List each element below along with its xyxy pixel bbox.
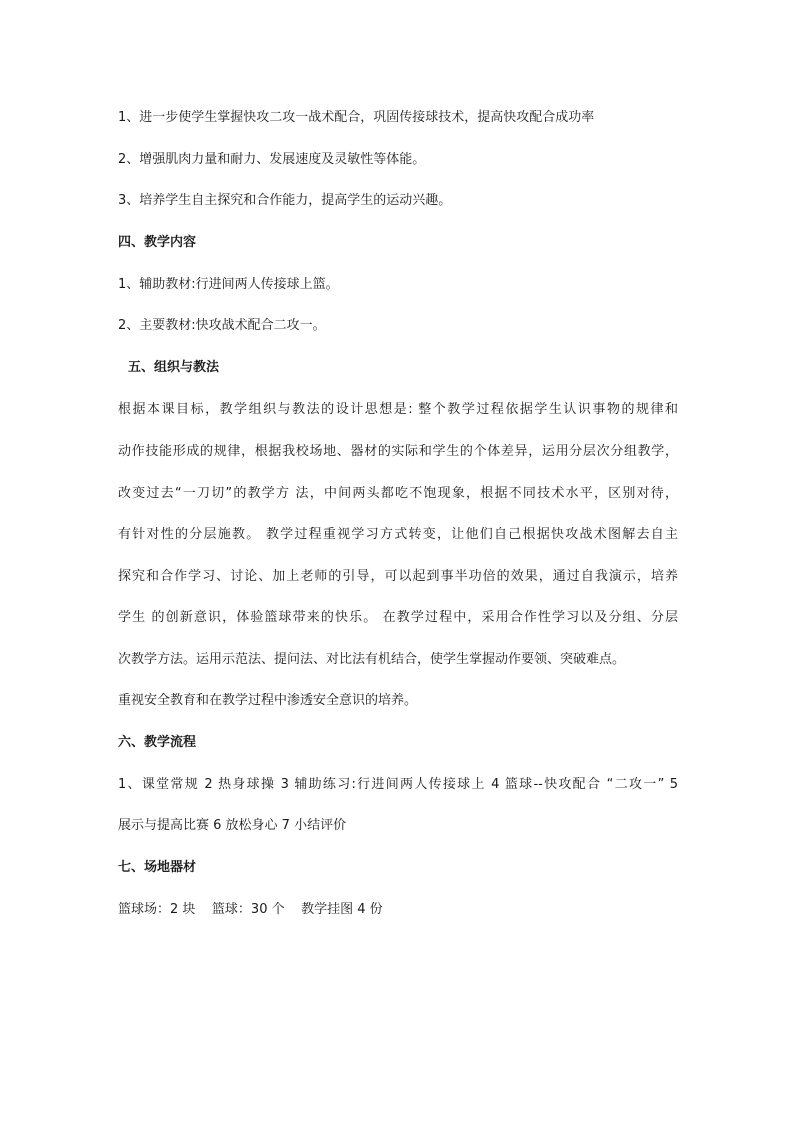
section-4-heading: 四、教学内容 (118, 235, 197, 250)
section-5-line-6: 学生 的创新意识，体验篮球带来的快乐。 在教学过程中，采用合作性学习以及分组、分层 (118, 610, 678, 625)
goal-item-1: 1、进一步使学生掌握快攻二攻一战术配合，巩固传接球技术，提高快攻配合成功率 (118, 110, 595, 125)
section-7-heading: 七、场地器材 (118, 860, 197, 875)
section-5-line-4: 有针对性的分层施教。 教学过程重视学习方式转变，让他们自己根据快攻战术图解去自主 (118, 527, 678, 542)
section-7-line-1: 篮球场：2 块 篮球：30 个 教学挂图 4 份 (118, 902, 383, 917)
section-5-heading: 五、组织与教法 (128, 360, 220, 375)
section-5-line-3: 改变过去“一刀切”的教学方 法，中间两头都吃不饱现象，根据不同技术水平，区别对待， (118, 486, 678, 501)
section-4-item-1: 1、辅助教材:行进间两人传接球上篮。 (118, 277, 339, 292)
section-5-line-2: 动作技能形成的规律，根据我校场地、器材的实际和学生的个体差异，运用分层次分组教学， (118, 444, 678, 459)
section-6-heading: 六、教学流程 (118, 735, 197, 750)
section-6-line-2: 展示与提高比赛 6 放松身心 7 小结评价 (118, 818, 347, 833)
section-5-line-7: 次教学方法。运用示范法、提问法、对比法有机结合，使学生掌握动作要领、突破难点。 (118, 652, 626, 667)
section-5-line-8: 重视安全教育和在教学过程中渗透安全意识的培养。 (118, 693, 418, 708)
section-5-line-1: 根据本课目标，教学组织与教法的设计思想是: 整个教学过程依据学生认识事物的规律和 (118, 402, 678, 417)
section-6-line-1: 1、课堂常规 2 热身球操 3 辅助练习:行进间两人传接球上 4 篮球--快攻配合 “二攻一” 5 (118, 777, 678, 792)
section-4-item-2: 2、主要教材:快攻战术配合二攻一。 (118, 318, 326, 333)
section-5-line-5: 探究和合作学习、讨论、加上老师的引导，可以起到事半功倍的效果，通过自我演示，培养 (118, 569, 678, 584)
goal-item-3: 3、培养学生自主探究和合作能力，提高学生的运动兴趣。 (118, 193, 452, 208)
goal-item-2: 2、增强肌肉力量和耐力、发展速度及灵敏性等体能。 (118, 152, 426, 167)
